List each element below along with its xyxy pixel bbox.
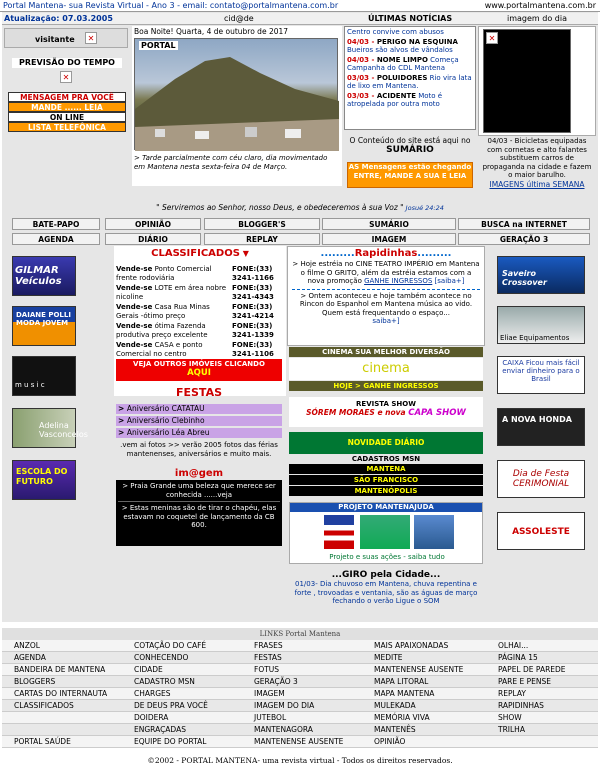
link-item[interactable]: TRILHA bbox=[498, 725, 525, 734]
giro-title: ...GIRO pela Cidade... bbox=[331, 570, 441, 580]
classified-phone: FONE:(33) 3241-1166 bbox=[232, 265, 274, 282]
cinema-word[interactable]: cinema bbox=[289, 358, 483, 380]
link-item[interactable]: MEDITE bbox=[374, 653, 403, 662]
nav1-item[interactable]: OPINIÃO bbox=[105, 218, 201, 230]
center-feature bbox=[132, 26, 342, 186]
image-day-photo[interactable] bbox=[483, 29, 571, 133]
image-day-caption: 04/03 - Bicicletas equipadas com cornetas e alto falantes substituem carros de propaganda na cidade e fazem o maior barulho. bbox=[482, 137, 592, 179]
rapidinhas-title: .........Rapidinhas......... bbox=[320, 248, 452, 259]
news-list bbox=[344, 26, 476, 130]
link-item[interactable]: GERAÇÃO 3 bbox=[254, 677, 298, 686]
nav2-item[interactable]: REPLAY bbox=[204, 233, 320, 245]
rapid-item-1: > Hoje estréia no CINE TEATRO IMPÉRIO em Mantena o filme O GRITO, além da estréia estamos com a nova promoção GANHE INGRESSOS [saiba+] bbox=[292, 260, 480, 285]
verse-text: " Serviremos ao Senhor, nosso Deus, e obedeceremos à sua Voz " bbox=[156, 203, 404, 212]
image-item-1[interactable]: > Praia Grande uma beleza que merece ser conhecida ......veja bbox=[118, 482, 280, 502]
news-item[interactable] bbox=[347, 74, 473, 91]
classified-row[interactable] bbox=[116, 265, 284, 282]
news-item[interactable] bbox=[347, 38, 473, 55]
online-link[interactable]: ON LINE bbox=[8, 112, 126, 122]
link-item[interactable]: CIDADE bbox=[134, 665, 163, 674]
link-item[interactable]: OPINIÃO bbox=[374, 737, 406, 746]
link-item[interactable]: PÁGINA 15 bbox=[498, 653, 538, 662]
projeto-caption[interactable]: Projeto e suas ações - saiba tudo bbox=[329, 553, 445, 561]
classified-desc: Vende-se ótima Fazenda produtiva preço excelente bbox=[116, 322, 208, 339]
image-section-title: im@gem bbox=[174, 468, 224, 479]
link-item[interactable]: RAPIDINHAS bbox=[498, 701, 544, 710]
chevron-right-icon: > bbox=[118, 428, 127, 437]
footer: ©2002 - PORTAL MANTENA- uma revista virtual - Todos os direitos reservados. bbox=[147, 756, 453, 765]
msn-item[interactable]: SÃO FRANCISCO bbox=[289, 475, 483, 485]
classifieds-title[interactable]: CLASSIFICADOS ▼ bbox=[151, 248, 249, 259]
arrow-down-icon: ▼ bbox=[239, 249, 249, 258]
link-item[interactable]: MAIS APAIXONADAS bbox=[374, 641, 449, 650]
news-summary: Começa Campanha do CDL Mantena bbox=[347, 55, 459, 72]
classified-desc: Vende-se Ponto Comercial frente rodoviária bbox=[116, 265, 212, 282]
party-item[interactable] bbox=[116, 404, 282, 414]
projeto-photo-2[interactable] bbox=[414, 515, 454, 549]
more-properties-banner[interactable] bbox=[116, 359, 282, 381]
ad-gilmar[interactable]: GILMAR Veículos bbox=[12, 256, 76, 296]
news-item[interactable] bbox=[347, 28, 473, 37]
summary-text: O Conteúdo do site está aqui no bbox=[349, 136, 471, 145]
link-item[interactable]: PAPEL DE PAREDE bbox=[498, 665, 566, 674]
link-item[interactable]: BANDEIRA DE MANTENA bbox=[14, 665, 106, 674]
site-url[interactable]: www.portalmantena.com.br bbox=[484, 1, 596, 10]
news-headline[interactable]: NOME LIMPO bbox=[376, 55, 428, 64]
verse bbox=[2, 203, 598, 212]
link-item[interactable]: MULEKADA bbox=[374, 701, 416, 710]
nav2-item[interactable]: DIÁRIO bbox=[105, 233, 201, 245]
image-day-box bbox=[478, 26, 596, 136]
image-week-link[interactable]: IMAGENS última SEMANA bbox=[489, 180, 585, 189]
party-label: Aniversário Léa Abreu bbox=[126, 428, 210, 437]
ad-saveiro[interactable]: Saveiro Crossover bbox=[497, 256, 585, 294]
revista-title: REVISTA SHOW bbox=[356, 400, 416, 408]
news-date: 04/03 - bbox=[347, 37, 377, 46]
mountain-graphic bbox=[135, 39, 339, 151]
nav1-item[interactable]: BLOGGER'S bbox=[204, 218, 320, 230]
link-item[interactable]: IMAGEM bbox=[254, 689, 285, 698]
verse-ref: Josué 24:24 bbox=[403, 204, 444, 212]
broken-image-icon: ✕ bbox=[85, 32, 97, 44]
ad-music-text: m u s i c bbox=[15, 381, 45, 389]
link-item[interactable]: AGENDA bbox=[14, 653, 46, 662]
news-title: ÚLTIMAS NOTÍCIAS bbox=[368, 14, 453, 23]
ad-daiane[interactable]: DAIANE POLLI MODA JOVEM bbox=[12, 306, 76, 346]
parties-text: .vem ai fotos >> verão 2005 fotos das férias mantenenses, aniversários e muito mais. bbox=[120, 441, 278, 458]
party-item[interactable] bbox=[116, 416, 282, 426]
image-item-2[interactable]: > Estas meninas são de tirar o chapéu, elas estavam no coquetel de lançamento da CB 600. bbox=[121, 504, 277, 529]
ad-dia-de-festa[interactable]: Dia de Festa CERIMONIAL bbox=[497, 460, 585, 498]
link-item[interactable]: REPLAY bbox=[498, 689, 526, 698]
classified-row[interactable] bbox=[116, 303, 284, 320]
link-item[interactable]: SHOW bbox=[498, 713, 522, 722]
flag-icon bbox=[324, 515, 354, 549]
tickets-link[interactable]: GANHE INGRESSOS bbox=[364, 277, 433, 285]
messages-banner[interactable]: AS Mensagens estão chegando ENTRE, MANDE A SUA E LEIA bbox=[347, 162, 473, 188]
link-item[interactable]: DOIDERA bbox=[134, 713, 169, 722]
projeto-photo[interactable] bbox=[360, 515, 410, 549]
photo-caption: > Tarde parcialmente com céu claro, dia movimentado em Mantena nesta sexta-feira 04 de Março. bbox=[134, 154, 328, 171]
news-date: 03/03 - bbox=[347, 91, 377, 100]
link-item[interactable]: ANZOL bbox=[14, 641, 40, 650]
revista-text[interactable]: SÓREM MORAES e nova CAPA SHOW bbox=[306, 408, 466, 418]
ad-adelina[interactable]: Adelina Vasconcelos bbox=[12, 408, 76, 448]
cinema-bar[interactable]: CINEMA SUA MELHOR DIVERSÃO bbox=[289, 347, 483, 357]
party-label: Aniversário Clebinho bbox=[126, 416, 205, 425]
send-read-link[interactable]: MANDE ...... LEIA bbox=[8, 102, 126, 112]
city-label: cid@de bbox=[224, 14, 254, 23]
classified-phone: FONE:(33) 3241-1106 bbox=[232, 341, 274, 358]
link-item[interactable]: MAPA LITORAL bbox=[374, 677, 429, 686]
nav1-item[interactable]: SUMÁRIO bbox=[322, 218, 456, 230]
news-date: 03/03 - bbox=[347, 73, 377, 82]
update-date: Atualização: 07.03.2005 bbox=[4, 14, 113, 23]
classified-phone: FONE:(33) 3241-4214 bbox=[232, 303, 274, 320]
rapid-item-2: > Ontem aconteceu e hoje também acontece no Rincon do Espanhol em Mantena música ao vido. Quem está frequentando o espaço... saiba+] bbox=[299, 291, 473, 325]
msn-title: CADASTROS MSN bbox=[351, 455, 421, 463]
link-item[interactable]: FOTUS bbox=[254, 665, 280, 674]
chevron-right-icon: > bbox=[118, 404, 127, 413]
news-item[interactable] bbox=[347, 92, 473, 109]
link-item[interactable]: OLHAI... bbox=[498, 641, 529, 650]
broken-image-icon: ✕ bbox=[60, 71, 72, 83]
left-column bbox=[2, 26, 132, 136]
link-item[interactable]: MAPA MANTENA bbox=[374, 689, 435, 698]
link-item[interactable]: FRASES bbox=[254, 641, 283, 650]
nav2-item[interactable]: GERAÇÃO 3 bbox=[458, 233, 590, 245]
chevron-right-icon: > bbox=[118, 416, 127, 425]
message-link[interactable]: MENSAGEM PRA VOCÊ bbox=[8, 92, 126, 102]
classified-desc: Vende-se Casa Rua Minas Gerais -ótimo preço bbox=[116, 303, 210, 320]
saiba-mais-link-2[interactable]: saiba+] bbox=[372, 317, 400, 325]
party-item[interactable] bbox=[116, 428, 282, 438]
giro-text[interactable]: 01/03- Dia chuvoso em Mantena, chuva repentina e forte , trovoadas e ventania, são as águas de março fechando o verão Ligue o SOM bbox=[294, 580, 478, 605]
link-item[interactable]: CADASTRO MSN bbox=[134, 677, 195, 686]
summary-link[interactable]: SUMÁRIO bbox=[386, 145, 434, 155]
header-row bbox=[2, 13, 598, 25]
msn-item[interactable]: MANTENÓPOLIS bbox=[289, 486, 483, 496]
news-summary: Moto é atropelada por outra moto bbox=[347, 91, 443, 108]
news-summary: Centro convive com abusos bbox=[347, 28, 444, 36]
link-item[interactable]: MANTENÊS bbox=[374, 725, 416, 734]
classified-desc: Vende-se LOTE em área nobre nicoline bbox=[116, 284, 227, 301]
summary-block bbox=[346, 136, 474, 155]
diario-banner[interactable]: NOVIDADE DIÁRIO bbox=[289, 432, 483, 454]
nav1-item[interactable]: BUSCA na INTERNET bbox=[458, 218, 590, 230]
classified-row[interactable] bbox=[116, 322, 284, 339]
more-properties-text: VEJA OUTROS IMÓVEIS CLICANDO bbox=[133, 360, 265, 368]
party-label: Aniversário CATATAU bbox=[126, 404, 205, 413]
news-headline[interactable]: POLUIDORES bbox=[376, 73, 428, 82]
projeto-title[interactable]: PROJETO MANTENAJUDA bbox=[290, 503, 482, 512]
link-item[interactable]: CLASSIFICADOS bbox=[14, 701, 74, 710]
ad-honda[interactable]: A NOVA HONDA bbox=[497, 408, 585, 446]
link-item[interactable]: PARE E PENSE bbox=[498, 677, 552, 686]
msn-item[interactable]: MANTENA bbox=[289, 464, 483, 474]
weather-title[interactable]: PREVISÃO DO TEMPO bbox=[12, 58, 122, 68]
link-item[interactable]: DE DEUS PRA VOCÊ bbox=[134, 701, 208, 710]
revista-show bbox=[289, 397, 483, 427]
phone-list-link[interactable]: LISTA TELEFÔNICA bbox=[8, 122, 126, 132]
link-item[interactable]: MANTENAGORA bbox=[254, 725, 313, 734]
link-item[interactable]: CONHECENDO bbox=[134, 653, 189, 662]
image-day-title: imagem do dia bbox=[507, 14, 567, 23]
greeting: Boa Noite! Quarta, 4 de outubro de 2017 bbox=[134, 27, 289, 36]
link-item[interactable]: IMAGEM DO DIA bbox=[254, 701, 315, 710]
top-bar bbox=[0, 0, 600, 12]
nav2-item[interactable]: IMAGEM bbox=[322, 233, 456, 245]
link-item[interactable]: EQUIPE DO PORTAL bbox=[134, 737, 207, 746]
link-item[interactable]: ENGRAÇADAS bbox=[134, 725, 186, 734]
link-item[interactable]: MEMÓRIA VIVA bbox=[374, 713, 430, 722]
visitor-box bbox=[4, 28, 128, 48]
ad-caixa[interactable]: CAIXA Ficou mais fácil enviar dinheiro para o Brasil bbox=[497, 356, 585, 394]
link-item[interactable]: COTAÇÃO DO CAFÉ bbox=[134, 641, 207, 650]
link-item[interactable]: PORTAL SAÚDE bbox=[14, 737, 71, 746]
visitor-label: visitante bbox=[35, 35, 75, 44]
links-title: LINKS Portal Mantena bbox=[2, 628, 598, 640]
classified-row[interactable] bbox=[116, 341, 284, 358]
ad-escola[interactable]: ESCOLA DO FUTURO bbox=[12, 460, 76, 500]
classified-phone: FONE:(33) 3241-4343 bbox=[232, 284, 274, 301]
classified-desc: Vende-se CASA e ponto Comercial no centro bbox=[116, 341, 203, 358]
classified-phone: FONE:(33) 3241-1339 bbox=[232, 322, 274, 339]
portal-label: PORTAL bbox=[141, 41, 176, 50]
site-tagline[interactable]: Portal Mantena- sua Revista Virtual - Ano 3 - email: contato@portalmantena.com.br bbox=[3, 1, 339, 10]
link-item[interactable]: MANTENENSE AUSENTE bbox=[374, 665, 464, 674]
news-headline[interactable]: PERIGO NA ESQUINA bbox=[376, 37, 458, 46]
parties-title: FESTAS bbox=[175, 386, 223, 399]
ad-eliae[interactable]: Eliae Equipamentos bbox=[497, 306, 585, 344]
link-item[interactable]: MANTENENSE AUSENTE bbox=[254, 737, 344, 746]
projeto-box bbox=[289, 502, 483, 564]
saiba-mais-link-1[interactable]: [saiba+] bbox=[434, 277, 465, 285]
ad-assoleste[interactable]: ASSOLESTE bbox=[497, 512, 585, 550]
nav1-item[interactable]: BATE-PAPO bbox=[12, 218, 100, 230]
news-headline[interactable]: ACIDENTE bbox=[376, 91, 416, 100]
nav2-item[interactable]: AGENDA bbox=[12, 233, 100, 245]
city-photo[interactable] bbox=[134, 38, 338, 150]
link-item[interactable]: FESTAS bbox=[254, 653, 282, 662]
here-link[interactable]: AQUI bbox=[187, 368, 211, 378]
image-section-box bbox=[116, 480, 282, 546]
ad-music[interactable] bbox=[12, 356, 76, 396]
broken-image-icon: ✕ bbox=[486, 32, 498, 44]
news-summary: Bueiros são alvos de vândalos bbox=[347, 46, 453, 54]
rapidinhas-box bbox=[287, 246, 485, 346]
classified-row[interactable] bbox=[116, 284, 284, 301]
link-item[interactable]: CARTAS DO INTERNAUTA bbox=[14, 689, 108, 698]
news-date: 04/03 - bbox=[347, 55, 377, 64]
link-item[interactable]: CHARGES bbox=[134, 689, 171, 698]
news-item[interactable] bbox=[347, 56, 473, 73]
giro-box bbox=[289, 570, 483, 606]
cinema-tickets[interactable]: HOJE > GANHE INGRESSOS bbox=[289, 381, 483, 391]
news-summary: Rio vira lata de lixo em Mantena. bbox=[347, 73, 472, 90]
link-item[interactable]: BLOGGERS bbox=[14, 677, 56, 686]
links-grid bbox=[2, 640, 598, 752]
link-item[interactable]: JUTEBOL bbox=[254, 713, 287, 722]
